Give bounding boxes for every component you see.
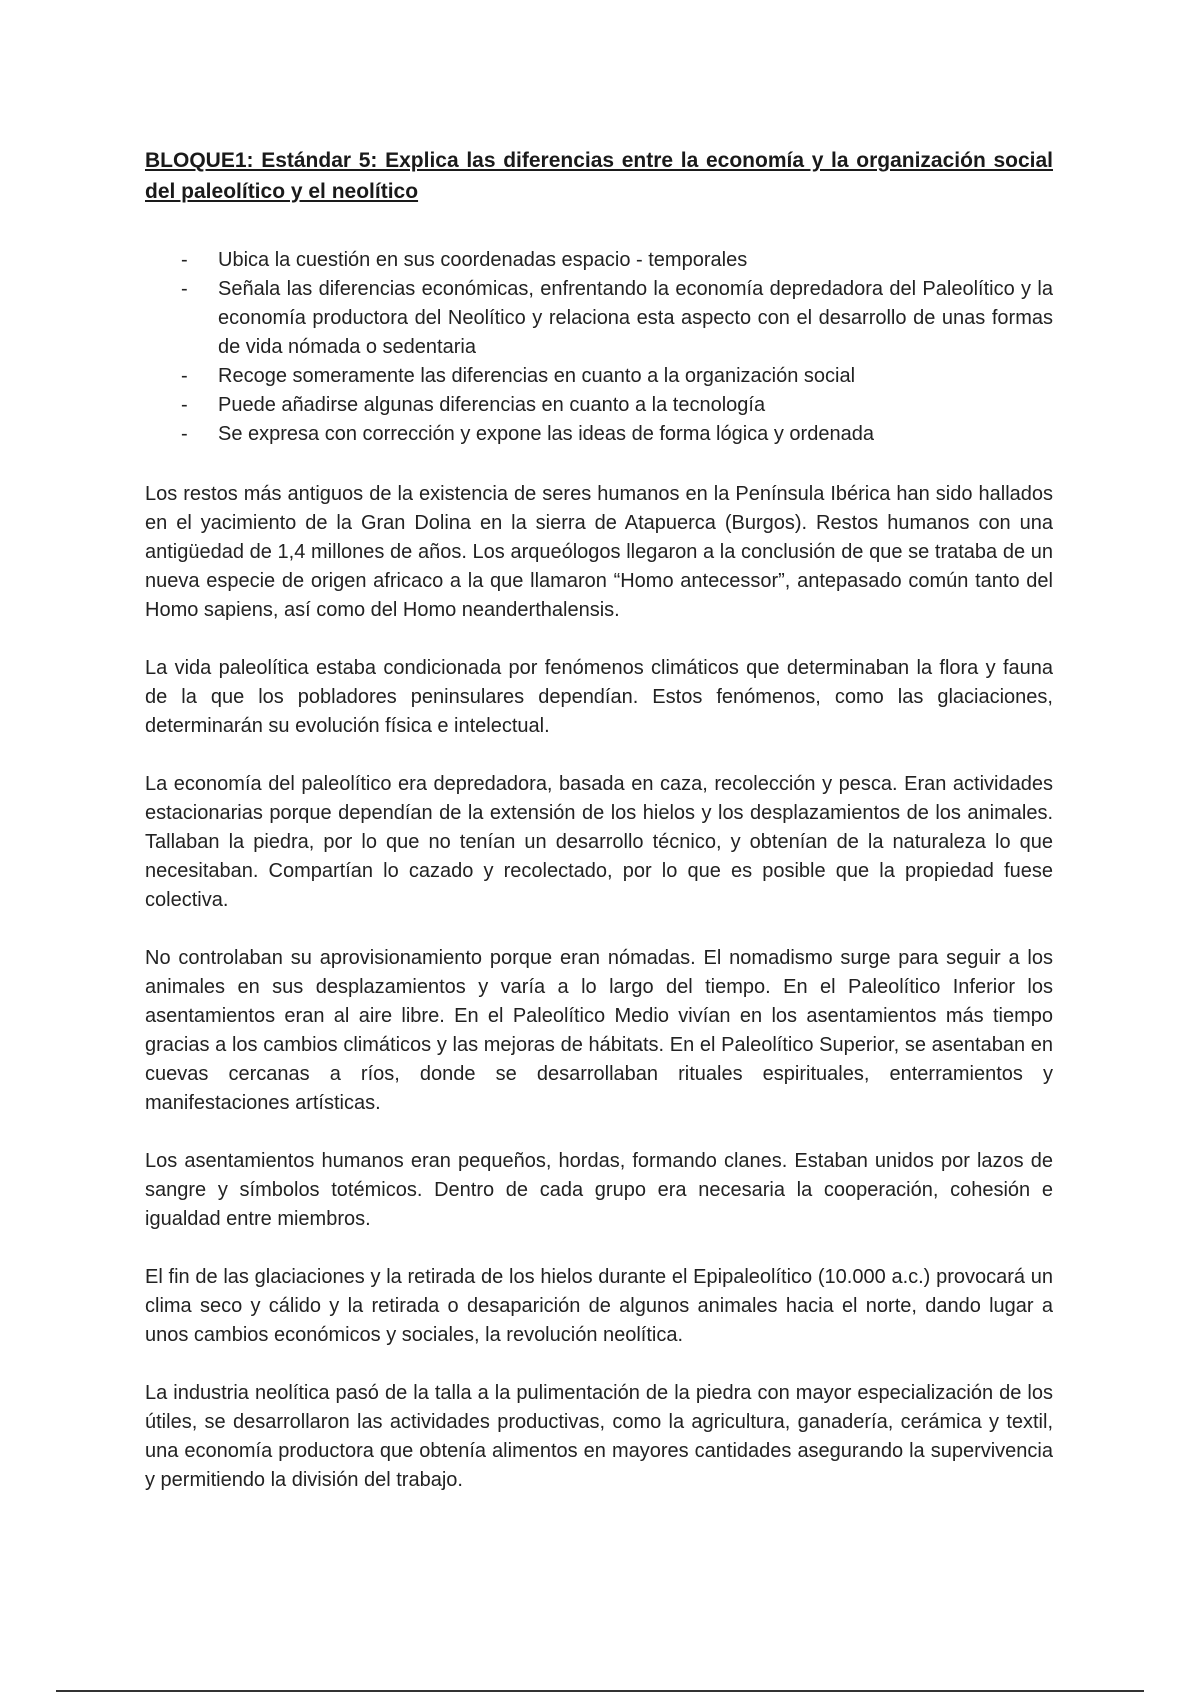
paragraph-atapuerca: Los restos más antiguos de la existencia de seres humanos en la Península Ibérica han sido hallados en el yacimiento de la Gran Dolina en la sierra de Atapuerca (Burgos). Restos humanos con una antigüedad de 1,4 millones de años. Los arqueólogos llegaron a la conclusión de que se trataba de un nueva especie de origen africaco a la que llamaron “Homo antecessor”, antepasado común tanto del Homo sapiens, así como del Homo neanderthalensis. xyxy=(145,483,1053,621)
criteria-item xyxy=(145,420,1053,449)
criteria-list xyxy=(145,246,1053,449)
criteria-item xyxy=(145,362,1053,391)
footer-divider xyxy=(56,1690,1144,1692)
bullet-dash: - xyxy=(181,249,188,271)
bullet-dash: - xyxy=(181,423,188,445)
criteria-item-text: Señala las diferencias económicas, enfrentando la economía depredadora del Paleolítico y la economía productora del Neolítico y relaciona esta aspecto con el desarrollo de unas formas de vida nómada o sedentaria xyxy=(218,278,1053,358)
bullet-dash: - xyxy=(181,394,188,416)
criteria-item-text: Recoge someramente las diferencias en cuanto a la organización social xyxy=(218,365,856,387)
paragraph-neolithic-industry: La industria neolítica pasó de la talla a la pulimentación de la piedra con mayor especialización de los útiles, se desarrollaron las actividades productivas, como la agricultura, ganadería, cerámica y textil, una economía productora que obtenía alimentos en mayores cantidades asegurando la supervivencia y permitiendo la división del trabajo. xyxy=(145,1382,1053,1491)
paragraph-paleolithic-life: La vida paleolítica estaba condicionada por fenómenos climáticos que determinaban la flora y fauna de la que los pobladores peninsulares dependían. Estos fenómenos, como las glaciaciones, determinarán su evolución física e intelectual. xyxy=(145,657,1053,737)
document-title: BLOQUE1: Estándar 5: Explica las diferencias entre la economía y la organización social del paleolítico y el neolítico xyxy=(145,149,1053,203)
paragraph-social-organization: Los asentamientos humanos eran pequeños, hordas, formando clanes. Estaban unidos por lazos de sangre y símbolos totémicos. Dentro de cada grupo era necesaria la cooperación, cohesión e igualdad entre miembros. xyxy=(145,1150,1053,1230)
paragraph-epipaleolithic: El fin de las glaciaciones y la retirada de los hielos durante el Epipaleolítico (10.000 a.c.) provocará un clima seco y cálido y la retirada o desaparición de algunos animales hacia el norte, dando lugar a unos cambios económicos y sociales, la revolución neolítica. xyxy=(145,1266,1053,1346)
bullet-dash: - xyxy=(181,278,188,300)
bullet-dash: - xyxy=(181,365,188,387)
paragraph-paleolithic-economy: La economía del paleolítico era depredadora, basada en caza, recolección y pesca. Eran actividades estacionarias porque dependían de la extensión de los hielos y los desplazamientos de los animales. Tallaban la piedra, por lo que no tenían un desarrollo técnico, y obtenían de la naturaleza lo que necesitaban. Compartían lo cazado y recolectado, por lo que es posible que la propiedad fuese colectiva. xyxy=(145,773,1053,911)
paragraph-nomadism: No controlaban su aprovisionamiento porque eran nómadas. El nomadismo surge para seguir a los animales en sus desplazamientos y varía a lo largo del tiempo. En el Paleolítico Inferior los asentamientos eran al aire libre. En el Paleolítico Medio vivían en los asentamientos más tiempo gracias a los cambios climáticos y las mejoras de hábitats. En el Paleolítico Superior, se asentaban en cuevas cercanas a ríos, donde se desarrollaban rituales espirituales, enterramientos y manifestaciones artísticas. xyxy=(145,947,1053,1114)
criteria-item-text: Ubica la cuestión en sus coordenadas espacio - temporales xyxy=(218,249,748,271)
criteria-item-text: Puede añadirse algunas diferencias en cuanto a la tecnología xyxy=(218,394,766,416)
criteria-item-text: Se expresa con corrección y expone las ideas de forma lógica y ordenada xyxy=(218,423,874,445)
criteria-item xyxy=(145,275,1053,362)
criteria-item xyxy=(145,391,1053,420)
document-page xyxy=(145,145,1053,1524)
criteria-item xyxy=(145,246,1053,275)
